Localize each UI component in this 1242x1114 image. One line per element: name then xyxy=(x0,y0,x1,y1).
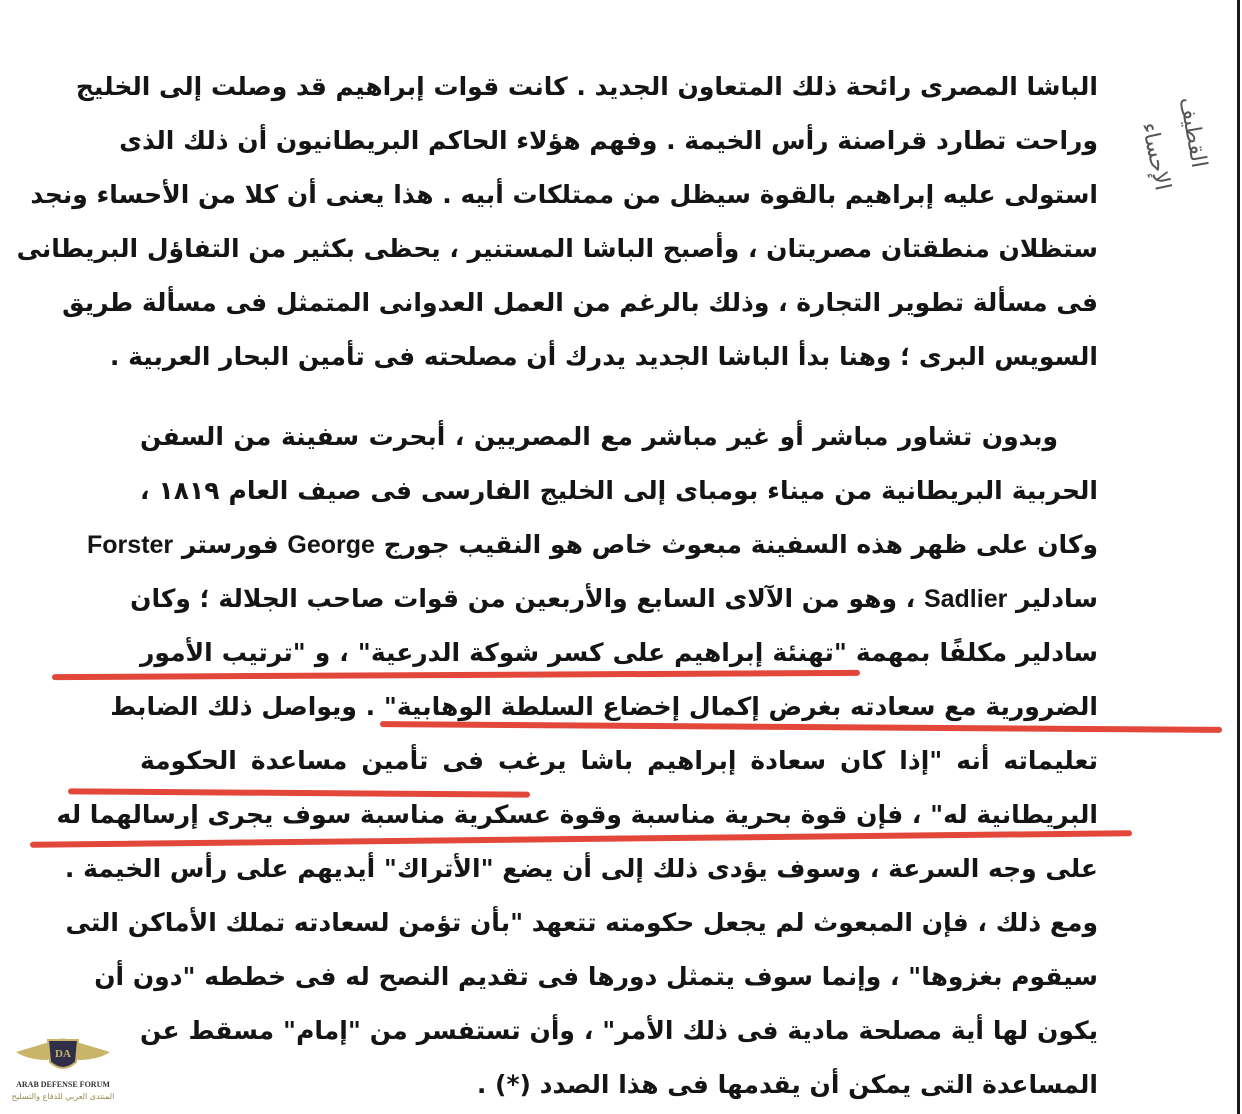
forum-watermark-logo xyxy=(8,1030,118,1114)
text-line: السويس البرى ؛ وهنا بدأ الباشا الجديد يدرك أن مصلحته فى تأمين البحار العربية . xyxy=(109,342,1098,371)
text-line-with-names xyxy=(87,518,1098,572)
text-line: ومع ذلك ، فإن المبعوث لم يجعل حكومته تتعهد "بأن تؤمن لسعادته تملك الأماكن التى xyxy=(65,908,1098,937)
text-line: ستظلان منطقتان مصريتان ، وأصبح الباشا المستنير ، يحظى بكثير من التفاؤل البريطانى xyxy=(16,234,1098,263)
text-fragment: وكان على ظهر هذه السفينة مبعوث خاص هو النقيب جورج xyxy=(383,530,1098,559)
winged-shield-icon xyxy=(8,1030,118,1080)
text-line: الحربية البريطانية من ميناء بومباى إلى الخليج الفارسى فى صيف العام ١٨١٩ ، xyxy=(140,476,1099,505)
text-line: على وجه السرعة ، وسوف يؤدى ذلك إلى أن يضع "الأتراك" أيديهم على رأس الخيمة . xyxy=(64,854,1098,883)
forum-name-english: ARAB DEFENSE FORUM xyxy=(16,1080,110,1089)
text-line: فى مسألة تطوير التجارة ، وذلك بالرغم من العمل العدوانى المتمثل فى مسألة طريق xyxy=(62,288,1098,317)
text-line: سادلير مكلفًا بمهمة "تهنئة إبراهيم على كسر شوكة الدرعية" ، و "ترتيب الأمور xyxy=(140,638,1098,667)
handwritten-word: الإحساء xyxy=(1136,120,1175,193)
paragraph-gap xyxy=(140,384,1098,410)
text-line: الباشا المصرى رائحة ذلك المتعاون الجديد . كانت قوات إبراهيم قد وصلت إلى الخليج xyxy=(75,72,1098,101)
text-line: الضرورية مع سعادته بغرض إكمال إخضاع السلطة الوهابية" . ويواصل ذلك الضابط xyxy=(110,692,1098,721)
text-line: وبدون تشاور مباشر أو غير مباشر مع المصريين ، أبحرت سفينة من السفن xyxy=(140,422,1058,451)
text-line: البريطانية له" ، فإن قوة بحرية مناسبة وقوة عسكرية مناسبة سوف يجرى إرسالهما له xyxy=(56,800,1098,829)
paragraph-1 xyxy=(16,60,1098,384)
text-line: استولى عليه إبراهيم بالقوة سيظل من ممتلكات أبيه . هذا يعنى أن كلا من الأحساء ونجد xyxy=(30,180,1098,209)
text-line: وراحت تطارد قراصنة رأس الخيمة . وفهم هؤلاء الحاكم البريطانيون أن ذلك الذى xyxy=(119,126,1098,155)
text-line-with-names xyxy=(130,572,1098,626)
text-line: تعليماته أنه "إذا كان سعادة إبراهيم باشا يرغب فى تأمين مساعدة الحكومة xyxy=(140,746,1098,775)
latin-name-forster: Forster xyxy=(87,531,174,559)
forum-name-arabic: المنتدى العربي للدفاع والتسليح xyxy=(11,1092,115,1101)
text-line: سيقوم بغزوها" ، وإنما سوف يتمثل دورها فى تقديم النصح له فى خططه "دون أن xyxy=(94,962,1098,991)
text-line: يكون لها أية مصلحة مادية فى ذلك الأمر" ، وأن تستفسر من "إمام" مسقط عن xyxy=(140,1016,1098,1045)
text-line: المساعدة التى يمكن أن يقدمها فى هذا الصدد (*) . xyxy=(476,1070,1098,1099)
text-fragment: فورستر xyxy=(181,530,279,559)
latin-name-sadlier: Sadlier xyxy=(923,585,1008,613)
text-fragment: ، وهو من الآلاى السابع والأربعين من قوات صاحب الجلالة ؛ وكان xyxy=(130,584,916,613)
handwritten-margin-note xyxy=(1130,80,1220,230)
svg-text:DA: DA xyxy=(55,1048,71,1060)
page-border xyxy=(1237,0,1240,1114)
text-fragment: سادلير xyxy=(1016,584,1098,613)
latin-name-george: George xyxy=(287,531,375,559)
handwritten-word: القطيف xyxy=(1173,95,1211,170)
